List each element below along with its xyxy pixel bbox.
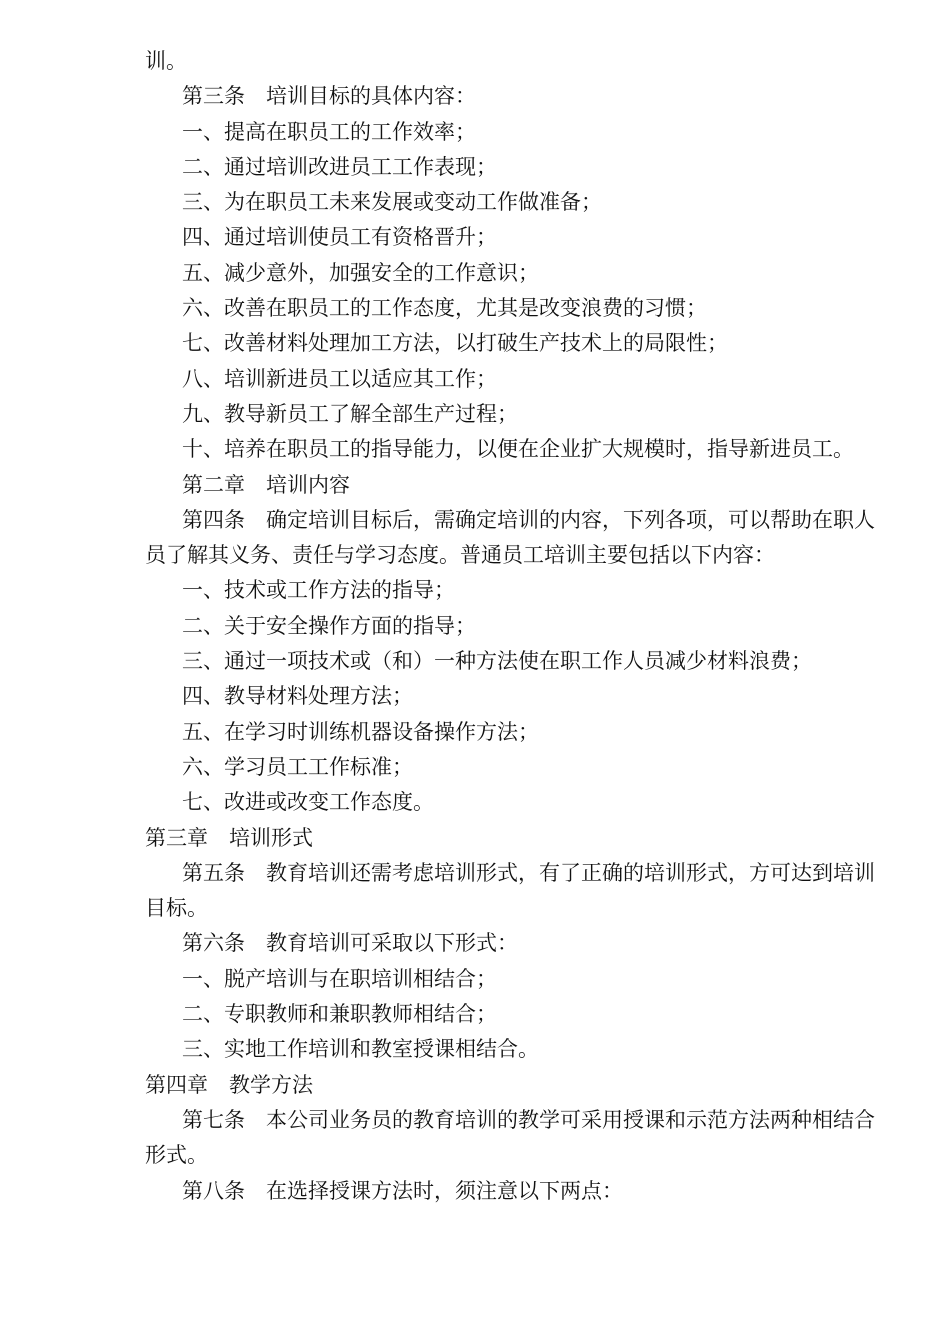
list-item: 一、提高在职员工的工作效率； — [182, 119, 476, 144]
list-item: 三、为在职员工未来发展或变动工作做准备； — [182, 190, 602, 215]
list-item: 五、减少意外，加强安全的工作意识； — [182, 260, 539, 285]
list-item: 六、学习员工工作标准； — [182, 754, 413, 779]
paragraph-continuation: 训。 — [145, 49, 187, 73]
article-8-heading: 第八条 在选择授课方法时，须注意以下两点： — [182, 1178, 623, 1203]
article-3-heading: 第三条 培训目标的具体内容： — [182, 84, 476, 109]
list-item: 三、通过一项技术或（和）一种方法使在职工作人员减少材料浪费； — [182, 649, 812, 674]
list-item: 二、通过培训改进员工工作表现； — [182, 154, 497, 179]
list-item: 一、技术或工作方法的指导； — [182, 578, 455, 603]
list-item: 四、通过培训使员工有资格晋升； — [182, 225, 497, 250]
article-6-heading: 第六条 教育培训可采取以下形式： — [182, 931, 518, 956]
list-item: 二、专职教师和兼职教师相结合； — [182, 1002, 497, 1027]
article-4-paragraph: 第四条 确定培训目标后，需确定培训的内容，下列各项，可以帮助在职人员了解其义务、责任与学习态度。普通员工培训主要包括以下内容： — [145, 507, 875, 568]
list-item: 五、在学习时训练机器设备操作方法； — [182, 719, 539, 744]
list-item: 八、培训新进员工以适应其工作； — [182, 366, 497, 391]
document-body — [145, 44, 885, 1209]
article-7-paragraph: 第七条 本公司业务员的教育培训的教学可采用授课和示范方法两种相结合形式。 — [145, 1107, 875, 1168]
list-item: 七、改进或改变工作态度。 — [182, 790, 434, 815]
list-item: 四、教导材料处理方法； — [182, 684, 413, 709]
list-item: 三、实地工作培训和教室授课相结合。 — [182, 1037, 539, 1062]
list-item: 一、脱产培训与在职培训相结合； — [182, 966, 497, 991]
list-item: 六、改善在职员工的工作态度，尤其是改变浪费的习惯； — [182, 296, 707, 321]
list-item: 二、关于安全操作方面的指导； — [182, 613, 476, 638]
chapter-4-heading: 第四章 教学方法 — [145, 1072, 313, 1097]
article-5-paragraph: 第五条 教育培训还需考虑培训形式，有了正确的培训形式，方可达到培训目标。 — [145, 860, 875, 921]
chapter-3-heading: 第三章 培训形式 — [145, 825, 313, 850]
list-item: 十、培养在职员工的指导能力，以便在企业扩大规模时，指导新进员工。 — [182, 437, 854, 462]
list-item: 七、改善材料处理加工方法，以打破生产技术上的局限性； — [182, 331, 728, 356]
chapter-2-heading: 第二章 培训内容 — [182, 472, 350, 497]
list-item: 九、教导新员工了解全部生产过程； — [182, 401, 518, 426]
